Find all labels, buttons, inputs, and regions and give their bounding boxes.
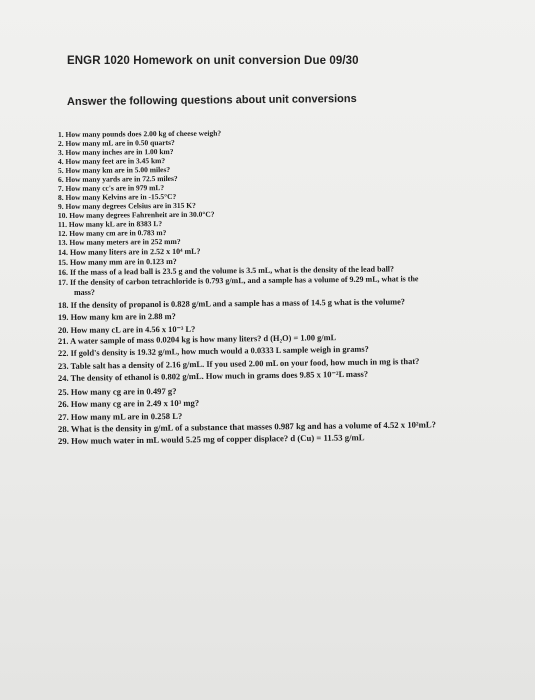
question-item xyxy=(74,288,95,297)
question-number: 19. xyxy=(57,312,71,322)
question-item xyxy=(58,369,368,384)
question-text: How many cL are in 4.56 x 10⁻³ L? xyxy=(70,324,196,335)
question-number: 7. xyxy=(57,183,66,193)
question-item xyxy=(58,297,405,310)
question-text: How many degrees Celsius are in 315 K? xyxy=(65,200,196,211)
question-number: 5. xyxy=(57,165,66,175)
question-number: 15. xyxy=(57,257,71,267)
question-text: If the density of propanol is 0.828 g/mL and a sample has a mass of 14.5 g what is the volume? xyxy=(70,297,406,310)
question-number: 12. xyxy=(57,228,70,238)
question-text: The density of ethanol is 0.802 g/mL. How much in grams does 9.85 x 10⁻²L mass? xyxy=(70,368,369,383)
question-text: How many degrees Fahrenheit are in 30.0°C? xyxy=(69,209,215,220)
question-text: What is the density in g/mL of a substance that masses 0.987 kg and has a volume of 4.52 x 10²mL? xyxy=(70,419,437,434)
document-title: ENGR 1020 Homework on unit conversion Due 09/30 xyxy=(67,55,359,67)
question-number: 16. xyxy=(57,267,71,277)
question-item xyxy=(58,386,177,397)
question-text: How many Kelvins are in -15.5°C? xyxy=(65,191,177,202)
question-text: How many meters are in 252 mm? xyxy=(69,236,181,247)
question-number: 3. xyxy=(57,147,66,157)
question-item xyxy=(58,247,201,257)
question-number: 28. xyxy=(57,423,71,434)
question-item xyxy=(58,419,436,434)
question-item xyxy=(58,333,336,346)
question-text: How many inches are in 1.00 km? xyxy=(65,146,174,157)
question-number: 14. xyxy=(57,247,71,257)
question-text: How many feet are in 3.45 km? xyxy=(65,156,166,166)
question-number: 21. xyxy=(57,336,71,346)
question-number: 1. xyxy=(57,129,66,139)
question-text: A water sample of mass 0.0204 kg is how many liters? d (H₂O) = 1.00 g/mL xyxy=(70,333,337,346)
question-text: How many km are in 2.88 m? xyxy=(70,311,176,322)
question-number: 13. xyxy=(57,237,70,247)
document-subtitle: Answer the following questions about unit conversions xyxy=(66,92,357,108)
question-text: If the density of carbon tetrachloride is 0.793 g/mL, and a sample has a volume of 9.29 mL, what is the xyxy=(69,274,419,287)
question-text: How much water in mL would 5.25 mg of copper displace? d (Cu) = 11.53 g/mL xyxy=(70,432,365,446)
question-text: How many liters are in 2.52 x 10⁴ mL? xyxy=(69,246,201,257)
question-number: 25. xyxy=(57,386,71,397)
question-text: If gold's density is 19.32 g/mL, how much would a 0.0333 L sample weigh in grams? xyxy=(70,344,369,358)
question-text: How many pounds does 2.00 kg of cheese weigh? xyxy=(65,128,222,139)
question-number: 17. xyxy=(57,277,71,287)
question-number: 8. xyxy=(57,192,66,202)
question-text: How many cg are in 2.49 x 10³ mg? xyxy=(70,397,200,409)
question-number: 29. xyxy=(57,435,72,446)
question-item xyxy=(58,411,182,422)
question-number: 2. xyxy=(57,138,66,148)
question-text: How many km are in 5.00 miles? xyxy=(65,165,171,175)
question-item xyxy=(58,237,181,247)
question-text: How many cm are in 0.783 m? xyxy=(69,228,167,238)
question-item xyxy=(58,398,199,409)
question-item xyxy=(58,257,177,267)
question-number: 6. xyxy=(57,174,66,184)
question-number: 20. xyxy=(57,325,71,335)
question-number: 23. xyxy=(57,360,71,371)
question-number: 22. xyxy=(57,348,71,358)
question-text: How many cg are in 0.497 g? xyxy=(70,385,177,397)
question-number: 9. xyxy=(57,201,66,211)
question-number: 18. xyxy=(57,300,71,310)
question-number: 10. xyxy=(57,210,70,220)
question-item xyxy=(58,432,365,446)
question-item xyxy=(58,345,369,358)
question-text: mass? xyxy=(74,288,95,297)
question-number: 26. xyxy=(57,398,71,409)
question-number: 27. xyxy=(57,411,71,422)
question-number: 11. xyxy=(57,219,69,229)
question-text: If the mass of a lead ball is 23.5 g and the volume is 3.5 mL, what is the density of the lead ball? xyxy=(69,264,395,277)
question-text: How many kL are in 8383 L? xyxy=(68,219,163,229)
question-text: How many mm are in 0.123 m? xyxy=(69,256,177,267)
question-text: How many mL are in 0.258 L? xyxy=(70,410,183,422)
question-text: How many mL are in 0.50 quarts? xyxy=(65,137,175,148)
question-item xyxy=(58,324,195,335)
question-text: How many cc's are in 979 mL? xyxy=(65,183,165,193)
question-number: 4. xyxy=(57,156,66,166)
question-text: Table salt has a density of 2.16 g/mL. If you used 2.00 mL on your food, how much in mg is that? xyxy=(70,355,420,371)
question-item xyxy=(58,312,176,322)
question-text: How many yards are in 72.5 miles? xyxy=(65,173,178,184)
question-number: 24. xyxy=(57,372,71,383)
